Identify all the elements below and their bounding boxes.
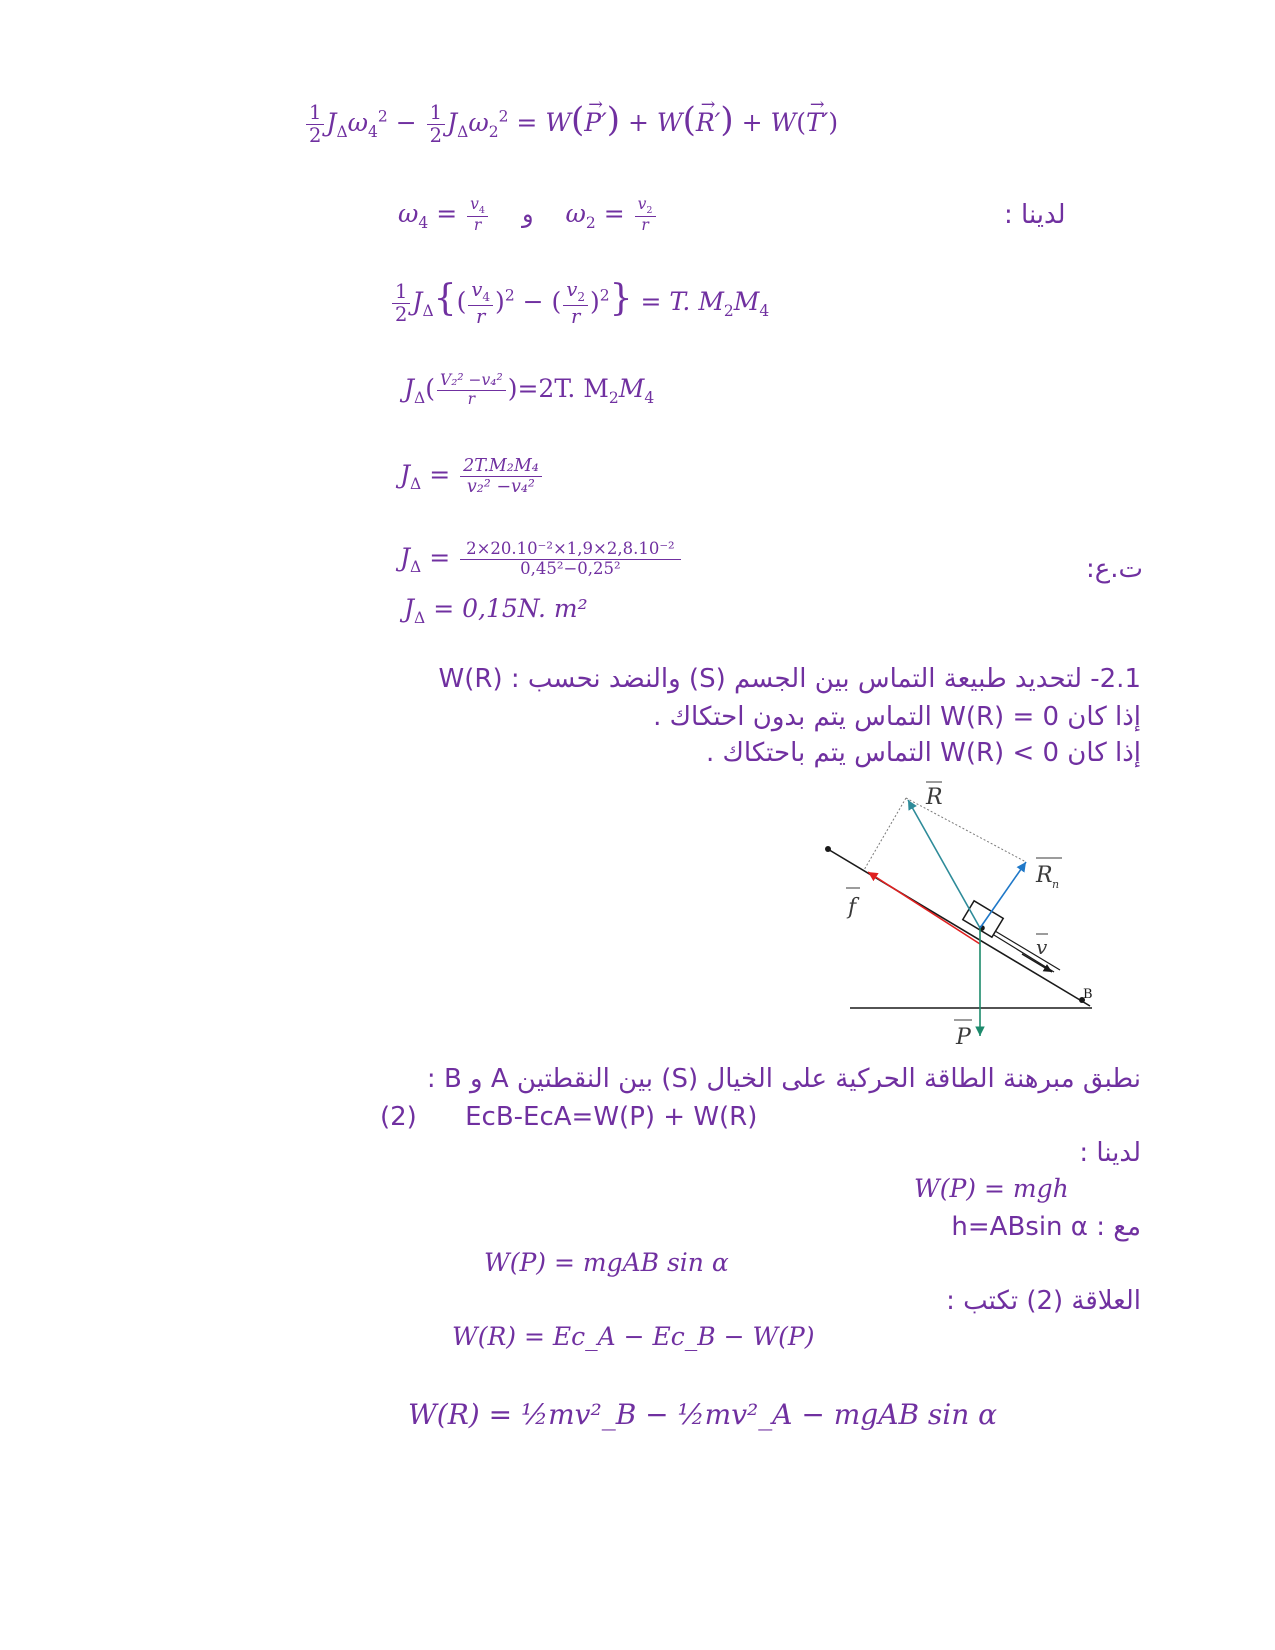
vector-p-prime: → P′ bbox=[584, 108, 607, 137]
equation-work-weight-h: W(P) = mgh bbox=[914, 1174, 1069, 1203]
ke-theorem-intro: نطبق مبرهنة الطاقة الحركية على الخيال (S) بين النقطتين A و B : bbox=[426, 1064, 1141, 1094]
vector-r-prime: → R′ bbox=[696, 108, 721, 137]
equation-j-relation: $J_\Delta$( $\frac{\text{V₂² −v₄²}}{r}$ )=2T. $M_2M_4$ bbox=[404, 371, 655, 408]
vector-f bbox=[868, 872, 980, 944]
label-ladina: لدينا : bbox=[1004, 200, 1066, 230]
svg-text:R: R bbox=[1036, 863, 1053, 888]
label-numeric-application: ت.ع: bbox=[1086, 554, 1144, 584]
incline-force-diagram bbox=[800, 772, 1110, 1052]
label-p bbox=[954, 1020, 972, 1050]
equation-j-result: $J_\Delta = 0,15N$. m² bbox=[404, 594, 588, 627]
section-21-line2: إذا كان W(R) = 0 التماس يتم بدون احتكاك . bbox=[653, 702, 1141, 732]
equation-ke-theorem: (2) EcB-EcA=W(P) + W(R) bbox=[380, 1102, 758, 1132]
label-f bbox=[846, 888, 860, 920]
vector-t-prime: → T′ bbox=[806, 108, 828, 137]
equation-number-2: (2) bbox=[380, 1102, 417, 1132]
equation-numeric-application: $J_\Delta$ = $\frac{\text{2×20.10⁻²×1,9×2,8.10⁻²}}{\text{0,45²−0,25²}}$ bbox=[400, 540, 683, 579]
vector-r bbox=[908, 800, 980, 928]
svg-text:R: R bbox=[926, 785, 943, 810]
svg-text:f: f bbox=[848, 895, 857, 920]
section-21-line3: إذا كان W(R) < 0 التماس يتم باحتكاك . bbox=[705, 738, 1141, 768]
label-b: B bbox=[1083, 987, 1093, 1002]
label-r bbox=[925, 782, 943, 810]
label-relation-2: العلاقة (2) تكتب : bbox=[946, 1286, 1141, 1316]
fraction-half: $\frac{1}{2}$ bbox=[306, 102, 324, 148]
equation-work-reaction-final: W(R) = ½mv²_B − ½mv²_A − mgAB sin α bbox=[408, 1398, 998, 1431]
equation-j-expression: $J_\Delta$ = $\frac{\text{2T.M₂M₄}}{\text{v₂² −v₄²}}$ bbox=[400, 456, 544, 497]
label-ladina-2: لدينا : bbox=[1079, 1138, 1141, 1168]
label-v bbox=[1036, 934, 1048, 959]
equation-kinetic-energy-rotation: $\frac{1}{2}$ $J_\Delta\omega_4^2$ − $\frac{1}{2}$ $J_\Delta\omega_2^2 = W(\to P') + W(\to R') + W(\to T')$ bbox=[304, 100, 838, 147]
label-with-h: مع : h=ABsin α bbox=[951, 1212, 1141, 1242]
svg-text:n: n bbox=[1052, 878, 1060, 891]
incline-top-point bbox=[825, 846, 831, 852]
dotted-guide-1 bbox=[864, 798, 906, 870]
equation-energy-velocity: $\frac{1}{2}$ $J_\Delta${( $\frac{v_4}{r}$ )$^2$ − ( $\frac{v_2}{r}$ )$^2$} = T. $M_2M_4$ bbox=[390, 278, 769, 328]
svg-text:P: P bbox=[956, 1025, 971, 1050]
equation-work-weight: W(P) = mgAB sin α bbox=[484, 1248, 729, 1277]
section-21-line1: 2.1- لتحديد طبيعة التماس بين الجسم (S) والنضد نحسب W(R) : bbox=[438, 664, 1141, 694]
label-rn bbox=[1035, 858, 1062, 891]
svg-text:v: v bbox=[1036, 935, 1048, 959]
equation-omega-definitions: $\omega_4$ = $\frac{v_4}{r}$ و $\omega_2$ = $\frac{v_2}{r}$ bbox=[398, 196, 658, 235]
equation-work-reaction: W(R) = Ec_A − Ec_B − W(P) bbox=[452, 1322, 815, 1351]
